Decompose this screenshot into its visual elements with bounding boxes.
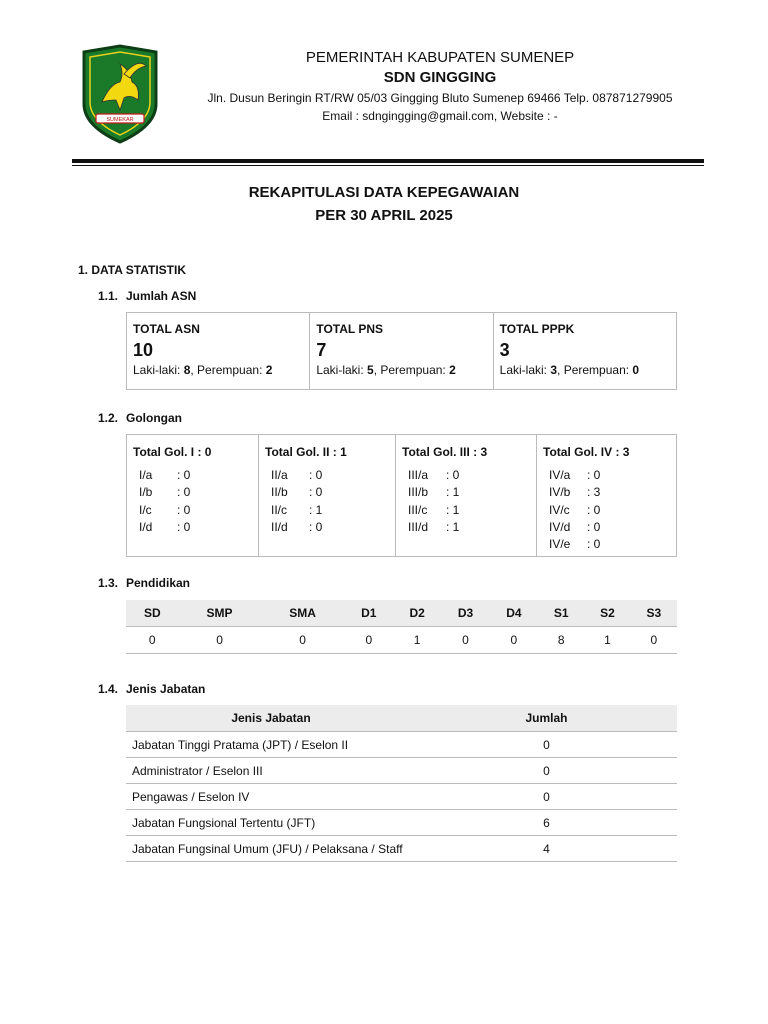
header-divider-thick	[72, 159, 704, 163]
pendidikan-table	[126, 600, 677, 654]
pppk-total-value: 3	[499, 340, 510, 360]
header-contact: Email : sdngingging@gmail.com, Website : -	[322, 109, 558, 123]
table-row: Jabatan Fungsinal Umum (JFU) / Pelaksana / Staff 4	[126, 836, 677, 862]
asn-summary	[126, 312, 677, 390]
golongan-iii-column: Total Gol. III : 3 III/a : 0 III/b : 1 III/c : 1 III/d : 1	[396, 435, 537, 556]
golongan-summary	[126, 434, 677, 557]
pns-total-box: TOTAL PNS 7 Laki-laki: 5, Perempuan: 2	[310, 313, 493, 389]
document-title: REKAPITULASI DATA KEPEGAWAIAN	[248, 184, 520, 201]
document-date: PER 30 APRIL 2025	[315, 207, 453, 224]
subsection-jenis-jabatan: 1.4. Jenis Jabatan	[98, 682, 206, 696]
table-row: Jabatan Fungsional Tertentu (JFT) 6	[126, 810, 677, 836]
jabatan-header-row: Jenis Jabatan Jumlah	[126, 705, 677, 732]
subsection-jumlah-asn: 1.1. Jumlah ASN	[98, 289, 197, 303]
asn-total-box: TOTAL ASN 10 Laki-laki: 8, Perempuan: 2	[127, 313, 310, 389]
pendidikan-values-row: 0 0 0 0 1 0 0 8 1 0	[126, 627, 677, 654]
pns-total-value: 7	[316, 340, 327, 360]
pppk-total-box: TOTAL PPPK 3 Laki-laki: 3, Perempuan: 0	[494, 313, 676, 389]
section-data-statistik: 1. DATA STATISTIK	[78, 263, 186, 277]
header-divider-thin	[72, 165, 704, 166]
school-logo	[80, 44, 160, 144]
header-government: PEMERINTAH KABUPATEN SUMENEP	[305, 49, 575, 66]
header-address: Jln. Dusun Beringin RT/RW 05/03 Gingging Bluto Sumenep 69466 Telp. 087871279905	[207, 91, 673, 105]
jabatan-table	[126, 705, 677, 862]
golongan-i-column: Total Gol. I : 0 I/a : 0 I/b : 0 I/c : 0 I/d : 0	[127, 435, 259, 556]
asn-total-value: 10	[133, 340, 154, 360]
svg-text:SUMEKAR: SUMEKAR	[106, 117, 134, 123]
table-row: Jabatan Tinggi Pratama (JPT) / Eselon II 0	[126, 732, 677, 758]
subsection-pendidikan: 1.3. Pendidikan	[98, 576, 191, 590]
header-school-name: SDN GINGGING	[383, 69, 497, 86]
golongan-ii-column: Total Gol. II : 1 II/a : 0 II/b : 0 II/c : 1 II/d : 0	[259, 435, 396, 556]
table-row: Pengawas / Eselon IV 0	[126, 784, 677, 810]
pendidikan-header-row: SD SMP SMA D1 D2 D3 D4 S1 S2 S3	[126, 600, 677, 627]
golongan-iv-column: Total Gol. IV : 3 IV/a : 0 IV/b : 3 IV/c : 0 IV/d : 0 IV/e : 0	[543, 445, 630, 552]
subsection-golongan: 1.2. Golongan	[98, 411, 182, 425]
table-row: Administrator / Eselon III 0	[126, 758, 677, 784]
